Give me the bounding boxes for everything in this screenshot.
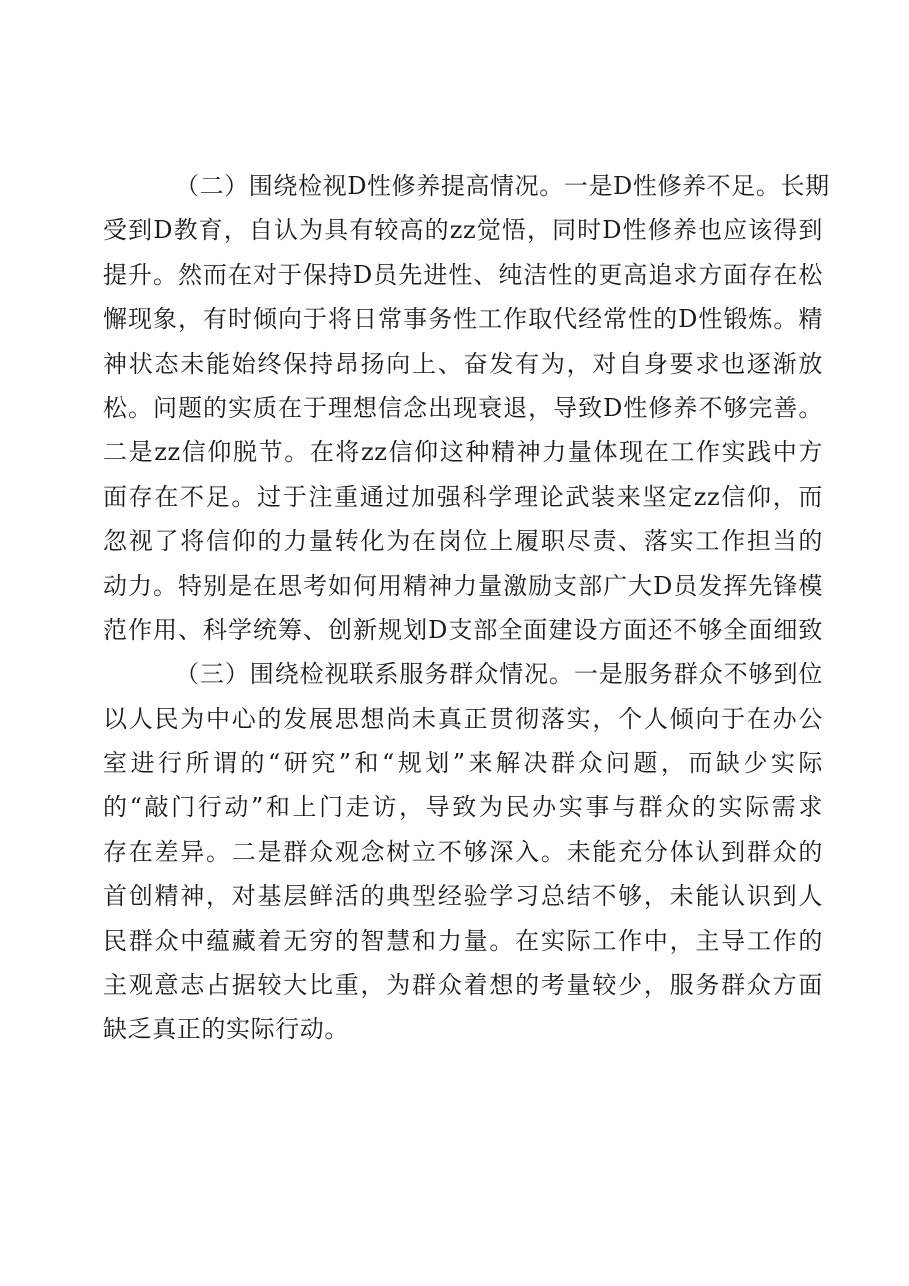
text-line: 主观意志占据较大比重，为群众着想的考量较少，服务群众方面 [103, 971, 823, 1000]
text-line: 二是zz信仰脱节。在将zz信仰这种精神力量体现在工作实践中方 [103, 438, 823, 467]
text-line: 面存在不足。过于注重通过加强科学理论武装来坚定zz信仰，而 [103, 482, 823, 511]
body-text [103, 164, 830, 1052]
text-line: 神状态未能始终保持昂扬向上、奋发有为，对自身要求也逐渐放 [103, 349, 823, 378]
text-line: 室进行所谓的“研究”和“规划”来解决群众问题，而缺少实际 [103, 749, 823, 778]
text-line: 提升。然而在对于保持D员先进性、纯洁性的更高追求方面存在松 [103, 260, 823, 289]
text-line: 以人民为中心的发展思想尚未真正贯彻落实，个人倾向于在办公 [103, 704, 823, 733]
text-line: 存在差异。二是群众观念树立不够深入。未能充分体认到群众的 [103, 837, 823, 866]
text-line: 缺乏真正的实际行动。 [103, 1015, 349, 1044]
text-line: 受到D教育，自认为具有较高的zz觉悟，同时D性修养也应该得到 [103, 216, 823, 245]
text-line: 范作用、科学统筹、创新规划D支部全面建设方面还不够全面细致 [103, 615, 823, 644]
text-line: （三）围绕检视联系服务群众情况。一是服务群众不够到位 [175, 660, 823, 689]
text-line: 懈现象，有时倾向于将日常事务性工作取代经常性的D性锻炼。精 [103, 305, 823, 334]
text-line: 的“敲门行动”和上门走访，导致为民办实事与群众的实际需求 [103, 793, 823, 822]
text-line: 首创精神，对基层鲜活的典型经验学习总结不够，未能认识到人 [103, 882, 823, 911]
text-line: 动力。特别是在思考如何用精神力量激励支部广大D员发挥先锋模 [103, 571, 823, 600]
text-line: （二）围绕检视D性修养提高情况。一是D性修养不足。长期 [175, 172, 830, 200]
text-line: 松。问题的实质在于理想信念出现衰退，导致D性修养不够完善。 [103, 393, 823, 422]
text-line: 民群众中蕴藏着无穷的智慧和力量。在实际工作中，主导工作的 [103, 926, 823, 955]
text-line: 忽视了将信仰的力量转化为在岗位上履职尽责、落实工作担当的 [103, 527, 823, 556]
